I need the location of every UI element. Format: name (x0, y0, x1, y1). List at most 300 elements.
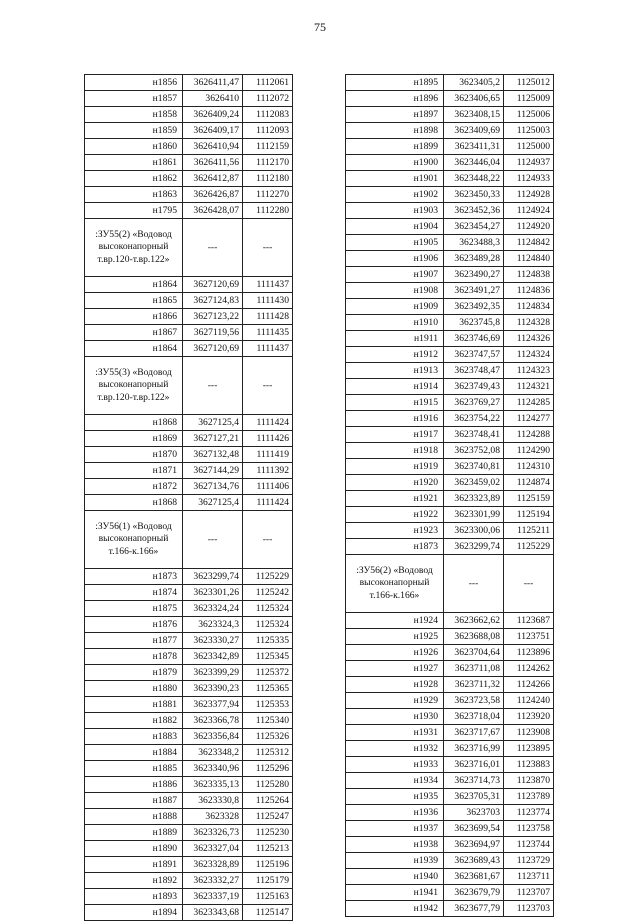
table-row (85, 123, 293, 139)
table-row (85, 155, 293, 171)
x-coordinate-cell: 3627123,22 (183, 309, 243, 325)
x-coordinate-cell: 3626411,56 (183, 155, 243, 171)
y-coordinate-cell: 1123703 (504, 901, 554, 917)
x-coordinate-cell: 3623694,97 (444, 837, 504, 853)
x-coordinate-cell: 3626426,87 (183, 187, 243, 203)
section-header-row (85, 511, 293, 569)
x-coordinate-cell: 3623740,81 (444, 459, 504, 475)
table-row (85, 139, 293, 155)
page-number: 75 (314, 20, 326, 34)
y-coordinate-cell: 1111406 (243, 479, 293, 495)
y-coordinate-cell: 1111424 (243, 495, 293, 511)
point-id-cell: н1900 (346, 155, 444, 171)
table-row (346, 741, 554, 757)
table-row (85, 187, 293, 203)
point-id-cell: н1936 (346, 805, 444, 821)
x-coordinate-cell: 3623411,31 (444, 139, 504, 155)
y-coordinate-cell: 1125365 (243, 681, 293, 697)
y-coordinate-cell: 1124937 (504, 155, 554, 171)
point-id-cell: н1871 (85, 463, 183, 479)
x-coordinate-cell: 3627120,69 (183, 341, 243, 357)
section-header-row (346, 555, 554, 613)
x-coordinate-cell: 3626411,47 (183, 75, 243, 91)
table-row (85, 479, 293, 495)
point-id-cell: н1872 (85, 479, 183, 495)
y-coordinate-cell: 1112280 (243, 203, 293, 219)
table-row (85, 585, 293, 601)
table-row (85, 277, 293, 293)
point-id-cell: н1918 (346, 443, 444, 459)
x-coordinate-cell: 3623492,35 (444, 299, 504, 315)
x-coordinate-cell: 3623448,22 (444, 171, 504, 187)
point-id-cell: н1866 (85, 309, 183, 325)
y-coordinate-cell: 1124928 (504, 187, 554, 203)
point-id-cell: н1890 (85, 841, 183, 857)
y-coordinate-cell: 1123711 (504, 869, 554, 885)
y-coordinate-cell: 1124310 (504, 459, 554, 475)
point-id-cell: н1898 (346, 123, 444, 139)
point-id-cell: н1896 (346, 91, 444, 107)
point-id-cell: н1939 (346, 853, 444, 869)
table-row (85, 91, 293, 107)
y-coordinate-cell: 1124924 (504, 203, 554, 219)
y-coordinate-cell: 1124321 (504, 379, 554, 395)
point-id-cell: н1940 (346, 869, 444, 885)
point-id-cell: н1886 (85, 777, 183, 793)
table-row (346, 709, 554, 725)
x-coordinate-cell: 3623711,32 (444, 677, 504, 693)
x-coordinate-cell: 3623299,74 (183, 569, 243, 585)
y-coordinate-cell: 1125324 (243, 617, 293, 633)
x-coordinate-cell: 3623324,24 (183, 601, 243, 617)
point-id-cell: н1932 (346, 741, 444, 757)
x-coordinate-cell: 3623688,08 (444, 629, 504, 645)
table-row (85, 341, 293, 357)
table-row (85, 649, 293, 665)
point-id-cell: н1876 (85, 617, 183, 633)
x-coordinate-cell: 3623679,79 (444, 885, 504, 901)
x-coordinate-cell: 3623328 (183, 809, 243, 825)
x-coordinate-cell: 3623689,43 (444, 853, 504, 869)
y-coordinate-cell: 1124920 (504, 219, 554, 235)
y-coordinate-cell: 1123789 (504, 789, 554, 805)
y-coordinate-cell: 1124262 (504, 661, 554, 677)
point-id-cell: н1914 (346, 379, 444, 395)
y-coordinate-cell: 1111426 (243, 431, 293, 447)
y-coordinate-cell: 1125213 (243, 841, 293, 857)
y-coordinate-cell: --- (243, 511, 293, 569)
x-coordinate-cell: 3623718,04 (444, 709, 504, 725)
point-id-cell: н1887 (85, 793, 183, 809)
point-id-cell: н1869 (85, 431, 183, 447)
table-row (85, 203, 293, 219)
y-coordinate-cell: 1125312 (243, 745, 293, 761)
y-coordinate-cell: 1112180 (243, 171, 293, 187)
table-row (85, 617, 293, 633)
x-coordinate-cell: 3627134,76 (183, 479, 243, 495)
point-id-cell: н1937 (346, 821, 444, 837)
table-row (346, 347, 554, 363)
point-id-cell: н1880 (85, 681, 183, 697)
y-coordinate-cell: 1125006 (504, 107, 554, 123)
y-coordinate-cell: 1125229 (243, 569, 293, 585)
x-coordinate-cell: 3623745,8 (444, 315, 504, 331)
point-id-cell: н1861 (85, 155, 183, 171)
y-coordinate-cell: 1124834 (504, 299, 554, 315)
y-coordinate-cell: 1125194 (504, 507, 554, 523)
table-row (85, 873, 293, 889)
point-id-cell: н1858 (85, 107, 183, 123)
table-row (85, 681, 293, 697)
point-id-cell: н1942 (346, 901, 444, 917)
table-row (346, 427, 554, 443)
y-coordinate-cell: --- (243, 219, 293, 277)
point-id-cell: н1891 (85, 857, 183, 873)
y-coordinate-cell: 1125242 (243, 585, 293, 601)
x-coordinate-cell: 3623748,41 (444, 427, 504, 443)
point-id-cell: н1897 (346, 107, 444, 123)
x-coordinate-cell: 3623409,69 (444, 123, 504, 139)
point-id-cell: н1912 (346, 347, 444, 363)
table-row (346, 901, 554, 917)
point-id-cell: н1929 (346, 693, 444, 709)
y-coordinate-cell: 1112061 (243, 75, 293, 91)
point-id-cell: н1870 (85, 447, 183, 463)
table-row (85, 463, 293, 479)
table-row (85, 905, 293, 921)
x-coordinate-cell: 3623390,23 (183, 681, 243, 697)
table-row (346, 789, 554, 805)
table-row (85, 713, 293, 729)
x-coordinate-cell: 3623747,57 (444, 347, 504, 363)
point-id-cell: н1864 (85, 277, 183, 293)
y-coordinate-cell: 1124842 (504, 235, 554, 251)
coordinates-table-right (345, 74, 554, 917)
x-coordinate-cell: 3623489,28 (444, 251, 504, 267)
x-coordinate-cell: 3623343,68 (183, 905, 243, 921)
table-row (346, 491, 554, 507)
y-coordinate-cell: 1125000 (504, 139, 554, 155)
point-id-cell: н1906 (346, 251, 444, 267)
x-coordinate-cell: 3626428,07 (183, 203, 243, 219)
point-id-cell: н1917 (346, 427, 444, 443)
table-row (85, 431, 293, 447)
point-id-cell: н1904 (346, 219, 444, 235)
y-coordinate-cell: 1125335 (243, 633, 293, 649)
table-row (346, 331, 554, 347)
table-row (346, 123, 554, 139)
point-id-cell: н1902 (346, 187, 444, 203)
point-id-cell: н1894 (85, 905, 183, 921)
point-id-cell: н1907 (346, 267, 444, 283)
table-body-right (346, 75, 554, 917)
table-row (85, 777, 293, 793)
y-coordinate-cell: 1123920 (504, 709, 554, 725)
table-row (346, 757, 554, 773)
x-coordinate-cell: 3623323,89 (444, 491, 504, 507)
point-id-cell: н1934 (346, 773, 444, 789)
y-coordinate-cell: 1111435 (243, 325, 293, 341)
y-coordinate-cell: 1125280 (243, 777, 293, 793)
table-row (346, 235, 554, 251)
y-coordinate-cell: 1125012 (504, 75, 554, 91)
x-coordinate-cell: 3623491,27 (444, 283, 504, 299)
table-row (346, 251, 554, 267)
table-row (346, 379, 554, 395)
point-id-cell: н1920 (346, 475, 444, 491)
table-row (346, 75, 554, 91)
y-coordinate-cell: 1112093 (243, 123, 293, 139)
x-coordinate-cell: 3623699,54 (444, 821, 504, 837)
x-coordinate-cell: 3623377,94 (183, 697, 243, 713)
x-coordinate-cell: 3623704,64 (444, 645, 504, 661)
point-id-cell: н1915 (346, 395, 444, 411)
y-coordinate-cell: 1125326 (243, 729, 293, 745)
x-coordinate-cell: 3623335,13 (183, 777, 243, 793)
y-coordinate-cell: 1125179 (243, 873, 293, 889)
point-id-cell: н1921 (346, 491, 444, 507)
table-row (346, 693, 554, 709)
x-coordinate-cell: 3623716,99 (444, 741, 504, 757)
point-id-cell: н1868 (85, 415, 183, 431)
y-coordinate-cell: 1125345 (243, 649, 293, 665)
x-coordinate-cell: 3623332,27 (183, 873, 243, 889)
table-row (346, 299, 554, 315)
point-id-cell: н1927 (346, 661, 444, 677)
point-id-cell: н1903 (346, 203, 444, 219)
y-coordinate-cell: 1123883 (504, 757, 554, 773)
x-coordinate-cell: --- (444, 555, 504, 613)
x-coordinate-cell: 3623749,43 (444, 379, 504, 395)
point-id-cell: н1882 (85, 713, 183, 729)
x-coordinate-cell: 3623452,36 (444, 203, 504, 219)
table-row (346, 677, 554, 693)
point-id-cell: н1938 (346, 837, 444, 853)
table-row (346, 171, 554, 187)
point-id-cell: н1899 (346, 139, 444, 155)
point-id-cell: н1864 (85, 341, 183, 357)
table-row (85, 729, 293, 745)
x-coordinate-cell: 3623662,62 (444, 613, 504, 629)
x-coordinate-cell: 3623723,58 (444, 693, 504, 709)
x-coordinate-cell: 3623446,04 (444, 155, 504, 171)
table-row (346, 853, 554, 869)
x-coordinate-cell: 3627127,21 (183, 431, 243, 447)
table-row (346, 507, 554, 523)
x-coordinate-cell: 3623342,89 (183, 649, 243, 665)
x-coordinate-cell: 3623366,78 (183, 713, 243, 729)
x-coordinate-cell: 3623340,96 (183, 761, 243, 777)
y-coordinate-cell: 1125211 (504, 523, 554, 539)
y-coordinate-cell: 1125163 (243, 889, 293, 905)
x-coordinate-cell: 3623488,3 (444, 235, 504, 251)
point-id-cell: н1883 (85, 729, 183, 745)
table-row (346, 315, 554, 331)
y-coordinate-cell: 1125147 (243, 905, 293, 921)
y-coordinate-cell: 1125353 (243, 697, 293, 713)
table-row (346, 805, 554, 821)
point-id-cell: н1908 (346, 283, 444, 299)
x-coordinate-cell: 3623746,69 (444, 331, 504, 347)
x-coordinate-cell: 3623705,31 (444, 789, 504, 805)
table-row (346, 837, 554, 853)
x-coordinate-cell: 3623681,67 (444, 869, 504, 885)
x-coordinate-cell: 3623711,08 (444, 661, 504, 677)
x-coordinate-cell: 3623714,73 (444, 773, 504, 789)
point-id-cell: н1795 (85, 203, 183, 219)
point-id-cell: н1922 (346, 507, 444, 523)
y-coordinate-cell: 1124326 (504, 331, 554, 347)
table-row (346, 661, 554, 677)
point-id-cell: н1893 (85, 889, 183, 905)
point-id-cell: н1935 (346, 789, 444, 805)
x-coordinate-cell: 3627124,83 (183, 293, 243, 309)
point-id-cell: н1889 (85, 825, 183, 841)
point-id-cell: н1901 (346, 171, 444, 187)
x-coordinate-cell: 3623677,79 (444, 901, 504, 917)
y-coordinate-cell: 1124240 (504, 693, 554, 709)
point-id-cell: н1873 (346, 539, 444, 555)
x-coordinate-cell: 3623337,19 (183, 889, 243, 905)
point-id-cell: н1879 (85, 665, 183, 681)
y-coordinate-cell: 1124288 (504, 427, 554, 443)
y-coordinate-cell: 1124266 (504, 677, 554, 693)
y-coordinate-cell: 1124323 (504, 363, 554, 379)
x-coordinate-cell: 3627132,48 (183, 447, 243, 463)
y-coordinate-cell: 1123729 (504, 853, 554, 869)
x-coordinate-cell: 3623406,65 (444, 91, 504, 107)
y-coordinate-cell: 1123758 (504, 821, 554, 837)
x-coordinate-cell: 3623300,06 (444, 523, 504, 539)
y-coordinate-cell: 1124324 (504, 347, 554, 363)
table-row (346, 539, 554, 555)
y-coordinate-cell: 1111428 (243, 309, 293, 325)
table-row (85, 825, 293, 841)
table-row (346, 613, 554, 629)
x-coordinate-cell: 3623356,84 (183, 729, 243, 745)
point-id-cell: н1925 (346, 629, 444, 645)
table-row (346, 443, 554, 459)
section-header-row (85, 219, 293, 277)
x-coordinate-cell: 3623330,27 (183, 633, 243, 649)
y-coordinate-cell: 1112072 (243, 91, 293, 107)
point-id-cell: н1885 (85, 761, 183, 777)
y-coordinate-cell: 1123896 (504, 645, 554, 661)
table-row (85, 293, 293, 309)
table-row (346, 821, 554, 837)
table-row (85, 107, 293, 123)
y-coordinate-cell: 1125003 (504, 123, 554, 139)
y-coordinate-cell: 1112159 (243, 139, 293, 155)
point-id-cell: н1913 (346, 363, 444, 379)
point-id-cell: н1905 (346, 235, 444, 251)
y-coordinate-cell: 1125296 (243, 761, 293, 777)
table-row (346, 219, 554, 235)
x-coordinate-cell: 3623752,08 (444, 443, 504, 459)
y-coordinate-cell: 1124285 (504, 395, 554, 411)
point-id-cell: н1884 (85, 745, 183, 761)
y-coordinate-cell: 1124840 (504, 251, 554, 267)
table-row (346, 725, 554, 741)
table-row (85, 745, 293, 761)
x-coordinate-cell: --- (183, 219, 243, 277)
x-coordinate-cell: 3626412,87 (183, 171, 243, 187)
table-row (346, 107, 554, 123)
table-row (346, 885, 554, 901)
x-coordinate-cell: 3626410 (183, 91, 243, 107)
y-coordinate-cell: 1123870 (504, 773, 554, 789)
x-coordinate-cell: 3623703 (444, 805, 504, 821)
land-plot-label: :ЗУ55(3) «Водовод высоконапорный т.вр.120-т.вр.122» (85, 357, 183, 415)
x-coordinate-cell: 3627119,56 (183, 325, 243, 341)
point-id-cell: н1859 (85, 123, 183, 139)
x-coordinate-cell: 3626409,24 (183, 107, 243, 123)
point-id-cell: н1863 (85, 187, 183, 203)
point-id-cell: н1928 (346, 677, 444, 693)
table-row (85, 415, 293, 431)
y-coordinate-cell: 1111392 (243, 463, 293, 479)
point-id-cell: н1941 (346, 885, 444, 901)
x-coordinate-cell: 3623328,89 (183, 857, 243, 873)
table-row (346, 773, 554, 789)
y-coordinate-cell: 1123744 (504, 837, 554, 853)
point-id-cell: н1916 (346, 411, 444, 427)
point-id-cell: н1895 (346, 75, 444, 91)
y-coordinate-cell: 1112270 (243, 187, 293, 203)
y-coordinate-cell: 1111424 (243, 415, 293, 431)
y-coordinate-cell: 1111430 (243, 293, 293, 309)
point-id-cell: н1892 (85, 873, 183, 889)
y-coordinate-cell: 1124933 (504, 171, 554, 187)
y-coordinate-cell: 1123687 (504, 613, 554, 629)
y-coordinate-cell: --- (243, 357, 293, 415)
table-row (85, 171, 293, 187)
table-row (85, 857, 293, 873)
y-coordinate-cell: 1112083 (243, 107, 293, 123)
x-coordinate-cell: 3623748,47 (444, 363, 504, 379)
table-row (346, 91, 554, 107)
table-row (85, 75, 293, 91)
y-coordinate-cell: 1125264 (243, 793, 293, 809)
x-coordinate-cell: 3623299,74 (444, 539, 504, 555)
table-row (346, 187, 554, 203)
y-coordinate-cell: 1111437 (243, 277, 293, 293)
table-row (85, 665, 293, 681)
table-row (346, 459, 554, 475)
land-plot-label: :ЗУ56(1) «Водовод высоконапорный т.166-к.166» (85, 511, 183, 569)
x-coordinate-cell: 3623754,22 (444, 411, 504, 427)
table-row (346, 523, 554, 539)
y-coordinate-cell: 1125009 (504, 91, 554, 107)
x-coordinate-cell: 3623459,02 (444, 475, 504, 491)
point-id-cell: н1924 (346, 613, 444, 629)
table-row (346, 363, 554, 379)
point-id-cell: н1873 (85, 569, 183, 585)
y-coordinate-cell: 1124874 (504, 475, 554, 491)
table-row (85, 495, 293, 511)
y-coordinate-cell: 1124290 (504, 443, 554, 459)
point-id-cell: н1888 (85, 809, 183, 825)
table-row (85, 447, 293, 463)
x-coordinate-cell: 3623405,2 (444, 75, 504, 91)
point-id-cell: н1878 (85, 649, 183, 665)
x-coordinate-cell: 3623450,33 (444, 187, 504, 203)
y-coordinate-cell: 1111437 (243, 341, 293, 357)
table-row (85, 325, 293, 341)
table-row (346, 395, 554, 411)
point-id-cell: н1881 (85, 697, 183, 713)
table-row (85, 569, 293, 585)
